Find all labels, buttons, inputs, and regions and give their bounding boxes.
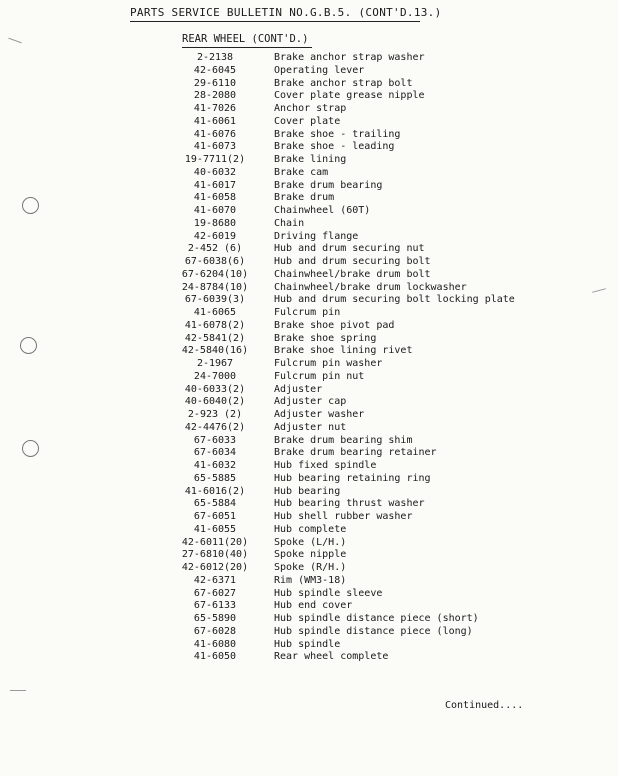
part-number: 41-6032 bbox=[193, 460, 237, 471]
part-row bbox=[178, 613, 578, 626]
part-row bbox=[178, 524, 578, 537]
part-number: 40-6040(2) bbox=[184, 396, 246, 408]
part-row bbox=[178, 447, 578, 460]
section-underline bbox=[182, 47, 312, 48]
part-number: 41-6058 bbox=[193, 192, 237, 204]
part-row bbox=[178, 90, 578, 103]
part-row bbox=[178, 384, 578, 397]
part-description: Operating lever bbox=[274, 64, 365, 76]
part-description: Hub shell rubber washer bbox=[274, 511, 413, 522]
part-row bbox=[178, 116, 578, 129]
part-row bbox=[178, 409, 578, 422]
part-row bbox=[178, 129, 578, 142]
part-description: Cover plate grease nipple bbox=[274, 90, 425, 102]
scan-mark-left bbox=[8, 38, 21, 44]
part-description: Rear wheel complete bbox=[274, 651, 389, 663]
part-number: 41-6016(2) bbox=[184, 485, 246, 497]
part-number: 41-6073 bbox=[193, 141, 237, 153]
part-row bbox=[178, 205, 578, 218]
part-number: 42-6371 bbox=[193, 574, 237, 586]
part-row bbox=[178, 549, 578, 562]
part-row bbox=[178, 588, 578, 601]
title-underline bbox=[130, 21, 420, 22]
part-number: 19-8680 bbox=[193, 217, 237, 229]
part-row bbox=[178, 435, 578, 448]
part-row bbox=[178, 78, 578, 91]
part-number: 2-452 (6) bbox=[187, 243, 243, 255]
part-description: Hub bearing thrust washer bbox=[274, 498, 425, 510]
part-number: 67-6033 bbox=[193, 434, 237, 446]
parts-list bbox=[178, 52, 578, 664]
part-row bbox=[178, 320, 578, 333]
part-description: Hub end cover bbox=[274, 600, 353, 612]
part-row bbox=[178, 294, 578, 307]
part-number: 41-6070 bbox=[193, 205, 237, 216]
part-description: Hub bearing bbox=[274, 485, 341, 497]
part-number: 67-6039(3) bbox=[184, 294, 246, 306]
part-row bbox=[178, 486, 578, 499]
part-row bbox=[178, 52, 578, 65]
punch-hole-middle bbox=[20, 337, 37, 354]
part-number: 42-6019 bbox=[193, 230, 237, 242]
part-row bbox=[178, 218, 578, 231]
part-description: Hub and drum securing bolt bbox=[274, 256, 431, 267]
part-description: Brake cam bbox=[274, 166, 329, 178]
part-row bbox=[178, 473, 578, 486]
part-row bbox=[178, 626, 578, 639]
part-number: 28-2080 bbox=[193, 90, 237, 102]
part-number: 42-6011(20) bbox=[181, 536, 249, 548]
part-number: 41-6055 bbox=[193, 523, 237, 535]
part-description: Spoke nipple bbox=[274, 549, 347, 561]
part-row bbox=[178, 358, 578, 371]
part-description: Adjuster washer bbox=[274, 409, 365, 420]
part-number: 42-5840(16) bbox=[181, 345, 249, 357]
part-row bbox=[178, 141, 578, 154]
part-number: 42-4476(2) bbox=[184, 421, 246, 433]
part-description: Chainwheel (60T) bbox=[274, 205, 371, 216]
part-description: Chainwheel/brake drum bolt bbox=[274, 268, 431, 280]
part-number: 65-5884 bbox=[193, 498, 237, 510]
part-number: 2-923 (2) bbox=[187, 409, 243, 420]
part-row bbox=[178, 307, 578, 320]
part-row bbox=[178, 371, 578, 384]
part-description: Cover plate bbox=[274, 115, 341, 127]
punch-hole-top bbox=[22, 197, 39, 214]
part-description: Brake lining bbox=[274, 154, 347, 165]
part-description: Brake shoe - trailing bbox=[274, 128, 401, 140]
part-description: Brake shoe - leading bbox=[274, 141, 395, 153]
part-description: Adjuster nut bbox=[274, 421, 347, 433]
part-number: 67-6038(6) bbox=[184, 256, 246, 267]
part-number: 67-6204(10) bbox=[181, 268, 249, 280]
part-number: 24-8784(10) bbox=[181, 281, 249, 293]
part-description: Chain bbox=[274, 217, 305, 229]
part-row bbox=[178, 256, 578, 269]
part-row bbox=[178, 639, 578, 652]
part-description: Brake drum bbox=[274, 192, 335, 204]
part-row bbox=[178, 460, 578, 473]
part-description: Brake shoe spring bbox=[274, 332, 377, 344]
part-number: 67-6027 bbox=[193, 587, 237, 599]
part-row bbox=[178, 103, 578, 116]
part-row bbox=[178, 345, 578, 358]
part-description: Adjuster cap bbox=[274, 396, 347, 408]
part-row bbox=[178, 575, 578, 588]
part-description: Hub complete bbox=[274, 523, 347, 535]
part-description: Fulcrum pin nut bbox=[274, 370, 365, 382]
part-row bbox=[178, 167, 578, 180]
part-description: Brake shoe lining rivet bbox=[274, 345, 413, 357]
part-number: 42-5841(2) bbox=[184, 332, 246, 344]
part-row bbox=[178, 180, 578, 193]
part-number: 41-6065 bbox=[193, 307, 237, 318]
part-number: 2-2138 bbox=[196, 52, 234, 63]
punch-hole-bottom bbox=[22, 440, 39, 457]
part-number: 42-6045 bbox=[193, 64, 237, 76]
part-description: Chainwheel/brake drum lockwasher bbox=[274, 281, 467, 293]
part-number: 67-6133 bbox=[193, 600, 237, 612]
part-number: 41-6050 bbox=[193, 651, 237, 663]
part-number: 67-6028 bbox=[193, 625, 237, 637]
part-description: Fulcrum pin washer bbox=[274, 358, 383, 369]
part-number: 2-1967 bbox=[196, 358, 234, 369]
part-description: Hub spindle distance piece (long) bbox=[274, 625, 473, 637]
part-number: 42-6012(20) bbox=[181, 562, 249, 573]
part-description: Spoke (R/H.) bbox=[274, 562, 347, 573]
part-number: 41-6080 bbox=[193, 638, 237, 650]
part-row bbox=[178, 154, 578, 167]
part-description: Anchor strap bbox=[274, 103, 347, 114]
section-title: REAR WHEEL (CONT'D.) bbox=[182, 33, 309, 45]
part-row bbox=[178, 282, 578, 295]
part-row bbox=[178, 243, 578, 256]
part-row bbox=[178, 498, 578, 511]
part-row bbox=[178, 422, 578, 435]
part-number: 19-7711(2) bbox=[184, 154, 246, 165]
part-description: Adjuster bbox=[274, 383, 323, 395]
part-number: 65-5885 bbox=[193, 472, 237, 484]
part-number: 41-6017 bbox=[193, 179, 237, 191]
part-number: 27-6810(40) bbox=[181, 549, 249, 561]
part-number: 40-6032 bbox=[193, 166, 237, 178]
part-description: Hub spindle sleeve bbox=[274, 587, 383, 599]
part-row bbox=[178, 651, 578, 664]
part-row bbox=[178, 562, 578, 575]
part-description: Hub and drum securing nut bbox=[274, 243, 425, 255]
part-description: Hub spindle bbox=[274, 638, 341, 650]
part-row bbox=[178, 231, 578, 244]
part-description: Hub and drum securing bolt locking plate bbox=[274, 294, 515, 306]
part-description: Brake drum bearing retainer bbox=[274, 447, 437, 459]
part-number: 29-6110 bbox=[193, 77, 237, 89]
scan-mark-right bbox=[592, 288, 606, 293]
part-description: Brake drum bearing bbox=[274, 179, 383, 191]
part-description: Driving flange bbox=[274, 230, 359, 242]
part-description: Fulcrum pin bbox=[274, 307, 341, 318]
part-number: 41-6076 bbox=[193, 128, 237, 140]
part-row bbox=[178, 600, 578, 613]
page-title: PARTS SERVICE BULLETIN NO.G.B.5. (CONT'D.13.) bbox=[130, 6, 442, 19]
part-row bbox=[178, 511, 578, 524]
part-number: 41-6061 bbox=[193, 115, 237, 127]
part-description: Rim (WM3-18) bbox=[274, 574, 347, 586]
part-row bbox=[178, 396, 578, 409]
part-description: Spoke (L/H.) bbox=[274, 536, 347, 548]
part-number: 40-6033(2) bbox=[184, 383, 246, 395]
scan-mark-bottom bbox=[10, 690, 26, 691]
part-description: Hub fixed spindle bbox=[274, 460, 377, 471]
part-number: 65-5890 bbox=[193, 613, 237, 624]
part-number: 41-7026 bbox=[193, 103, 237, 114]
part-number: 41-6078(2) bbox=[184, 319, 246, 331]
part-row bbox=[178, 65, 578, 78]
part-description: Hub bearing retaining ring bbox=[274, 472, 431, 484]
part-number: 67-6034 bbox=[193, 447, 237, 459]
part-description: Hub spindle distance piece (short) bbox=[274, 613, 479, 624]
part-row bbox=[178, 333, 578, 346]
part-number: 24-7000 bbox=[193, 370, 237, 382]
part-description: Brake drum bearing shim bbox=[274, 434, 413, 446]
continued-note: Continued.... bbox=[445, 700, 524, 711]
part-row bbox=[178, 537, 578, 550]
part-description: Brake shoe pivot pad bbox=[274, 319, 395, 331]
part-number: 67-6051 bbox=[193, 511, 237, 522]
part-description: Brake anchor strap washer bbox=[274, 52, 425, 63]
part-row bbox=[178, 269, 578, 282]
part-description: Brake anchor strap bolt bbox=[274, 77, 413, 89]
part-row bbox=[178, 192, 578, 205]
